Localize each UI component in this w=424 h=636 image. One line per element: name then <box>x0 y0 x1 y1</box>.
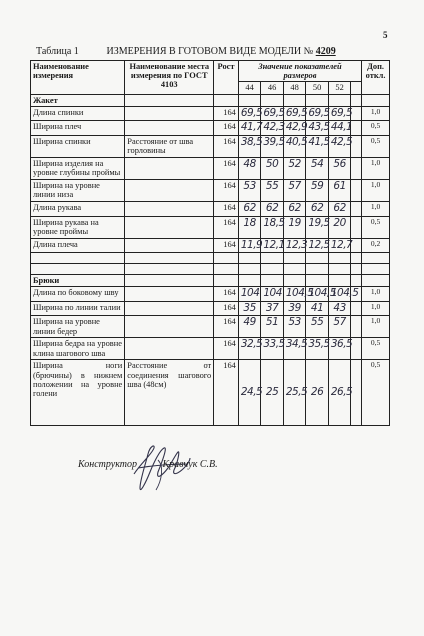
value-cell: 48 <box>238 158 261 180</box>
row-place <box>125 180 214 202</box>
row-rost: 164 <box>214 287 239 302</box>
row-place <box>125 158 214 180</box>
row-name: Ширина плеч <box>31 121 125 136</box>
row-place <box>125 287 214 302</box>
table-row <box>31 121 390 136</box>
value-cell: 104 <box>261 287 284 302</box>
page-number: 5 <box>383 30 388 40</box>
row-name: Ширина ноги (брючины) в нижнем положении на уровне голени <box>31 360 125 426</box>
value-cell: 53 <box>283 316 306 338</box>
row-dop: 1,0 <box>362 180 390 202</box>
value-cell: 56 <box>328 158 351 180</box>
size-header-48: 48 <box>283 82 306 94</box>
table-row <box>31 202 390 217</box>
value-cell: 61 <box>328 180 351 202</box>
table-caption <box>36 46 336 57</box>
empty-row <box>31 253 390 264</box>
group-trousers: Брюки <box>31 275 125 287</box>
value-cell: 104,5 <box>306 287 329 302</box>
value-cell: 69,5 <box>261 106 284 121</box>
size-header-blank <box>351 82 362 94</box>
row-dop: 1,0 <box>362 287 390 302</box>
size-header-50: 50 <box>306 82 329 94</box>
row-dop: 1,0 <box>362 316 390 338</box>
row-name: Ширина спинки <box>31 136 125 158</box>
row-dop: 0,2 <box>362 238 390 253</box>
table-row <box>31 360 390 426</box>
row-rost: 164 <box>214 338 239 360</box>
row-name: Длина плеча <box>31 238 125 253</box>
value-cell: 43,5 <box>306 121 329 136</box>
row-name: Ширина по линии талии <box>31 301 125 316</box>
table-row <box>31 338 390 360</box>
value-cell: 39,5 <box>261 136 284 158</box>
value-cell: 12,5 <box>306 238 329 253</box>
row-place <box>125 121 214 136</box>
row-dop: 0,5 <box>362 216 390 238</box>
row-rost: 164 <box>214 180 239 202</box>
value-cell: 62 <box>283 202 306 217</box>
table-row <box>31 287 390 302</box>
table-row <box>31 301 390 316</box>
value-cell: 39 <box>283 301 306 316</box>
row-rost: 164 <box>214 238 239 253</box>
signature-block <box>78 459 218 470</box>
value-cell: 104,5 <box>328 287 351 302</box>
table-row <box>31 316 390 338</box>
value-cell: 18 <box>238 216 261 238</box>
row-place <box>125 216 214 238</box>
value-cell: 62 <box>238 202 261 217</box>
row-name: Длина рукава <box>31 202 125 217</box>
size-header-44: 44 <box>238 82 261 94</box>
header-values: Значение показателей размеров <box>238 61 361 82</box>
value-cell: 49 <box>238 316 261 338</box>
row-place: Расстояние от соединения шагового шва (48см) <box>125 360 214 426</box>
value-cell: 55 <box>306 316 329 338</box>
value-cell: 25 <box>261 360 284 426</box>
value-cell: 40,5 <box>283 136 306 158</box>
row-dop: 0,5 <box>362 121 390 136</box>
value-cell: 62 <box>328 202 351 217</box>
group-jacket: Жакет <box>31 94 125 106</box>
value-cell: 54 <box>306 158 329 180</box>
table-row <box>31 180 390 202</box>
value-cell: 19 <box>283 216 306 238</box>
value-cell: 11,9 <box>238 238 261 253</box>
value-cell: 19,5 <box>306 216 329 238</box>
value-cell: 57 <box>328 316 351 338</box>
value-cell: 41 <box>306 301 329 316</box>
table-row <box>31 106 390 121</box>
size-header-46: 46 <box>261 82 284 94</box>
value-cell: 41,5 <box>306 136 329 158</box>
value-cell: 34,5 <box>283 338 306 360</box>
table-label: Таблица 1 <box>36 46 79 57</box>
value-cell: 38,5 <box>238 136 261 158</box>
value-cell: 69,5 <box>283 106 306 121</box>
value-cell: 12,3 <box>283 238 306 253</box>
value-cell: 104 <box>238 287 261 302</box>
table-title: ИЗМЕРЕНИЯ В ГОТОВОМ ВИДЕ МОДЕЛИ № <box>106 46 314 57</box>
value-cell: 55 <box>261 180 284 202</box>
value-cell: 24,5 <box>238 360 261 426</box>
row-name: Длина по боковому шву <box>31 287 125 302</box>
row-name: Ширина на уровне линии низа <box>31 180 125 202</box>
row-rost: 164 <box>214 360 239 426</box>
value-cell: 18,5 <box>261 216 284 238</box>
row-name: Длина спинки <box>31 106 125 121</box>
value-cell: 42,5 <box>328 136 351 158</box>
row-place <box>125 202 214 217</box>
value-cell: 53 <box>238 180 261 202</box>
row-rost: 164 <box>214 216 239 238</box>
row-place <box>125 338 214 360</box>
size-header-52: 52 <box>328 82 351 94</box>
row-place <box>125 316 214 338</box>
value-cell: 12,1 <box>261 238 284 253</box>
measurements-table <box>30 60 390 426</box>
value-cell: 62 <box>306 202 329 217</box>
table-row <box>31 216 390 238</box>
row-dop: 0,5 <box>362 136 390 158</box>
row-dop: 1,0 <box>362 106 390 121</box>
value-cell: 36,5 <box>328 338 351 360</box>
empty-row <box>31 264 390 275</box>
value-cell: 69,5 <box>306 106 329 121</box>
signature-role: Конструктор <box>78 459 137 470</box>
row-name: Ширина на уровне линии бедер <box>31 316 125 338</box>
value-cell: 52 <box>283 158 306 180</box>
value-cell: 51 <box>261 316 284 338</box>
value-cell: 69,5 <box>328 106 351 121</box>
value-cell: 44,1 <box>328 121 351 136</box>
value-cell: 41,7 <box>238 121 261 136</box>
header-rost: Рост <box>214 61 239 95</box>
value-cell: 20 <box>328 216 351 238</box>
value-cell: 59 <box>306 180 329 202</box>
row-rost: 164 <box>214 316 239 338</box>
row-place <box>125 301 214 316</box>
value-cell: 33,5 <box>261 338 284 360</box>
model-number: 4209 <box>315 46 336 57</box>
row-place: Расстояние от шва горловины <box>125 136 214 158</box>
header-name: Наименование измерения <box>31 61 125 95</box>
row-name: Ширина изделия на уровне глубины проймы <box>31 158 125 180</box>
value-cell: 42,3 <box>261 121 284 136</box>
row-dop: 0,5 <box>362 360 390 426</box>
row-place <box>125 106 214 121</box>
value-cell: 57 <box>283 180 306 202</box>
value-cell: 26,5 <box>328 360 351 426</box>
value-cell: 69,5 <box>238 106 261 121</box>
value-cell: 35 <box>238 301 261 316</box>
header-place: Наименование места измерения по ГОСТ 4103 <box>125 61 214 95</box>
signature-name: Кравчук С.В. <box>162 459 218 470</box>
value-cell: 42,9 <box>283 121 306 136</box>
value-cell: 32,5 <box>238 338 261 360</box>
row-rost: 164 <box>214 121 239 136</box>
row-dop: 0,5 <box>362 338 390 360</box>
value-cell: 43 <box>328 301 351 316</box>
row-dop: 1,0 <box>362 301 390 316</box>
value-cell: 25,5 <box>283 360 306 426</box>
row-rost: 164 <box>214 202 239 217</box>
row-dop: 1,0 <box>362 202 390 217</box>
value-cell: 12,7 <box>328 238 351 253</box>
value-cell: 26 <box>306 360 329 426</box>
header-dop: Доп. откл. <box>362 61 390 95</box>
value-cell: 62 <box>261 202 284 217</box>
row-place <box>125 238 214 253</box>
row-dop: 1,0 <box>362 158 390 180</box>
value-cell: 104,5 <box>283 287 306 302</box>
row-name: Ширина рукава на уровне проймы <box>31 216 125 238</box>
row-rost: 164 <box>214 301 239 316</box>
row-rost: 164 <box>214 106 239 121</box>
value-cell: 50 <box>261 158 284 180</box>
table-row <box>31 238 390 253</box>
table-row <box>31 136 390 158</box>
value-cell: 35,5 <box>306 338 329 360</box>
table-row <box>31 158 390 180</box>
value-cell: 37 <box>261 301 284 316</box>
row-rost: 164 <box>214 158 239 180</box>
row-rost: 164 <box>214 136 239 158</box>
row-name: Ширина бедра на уровне клина шагового шва <box>31 338 125 360</box>
